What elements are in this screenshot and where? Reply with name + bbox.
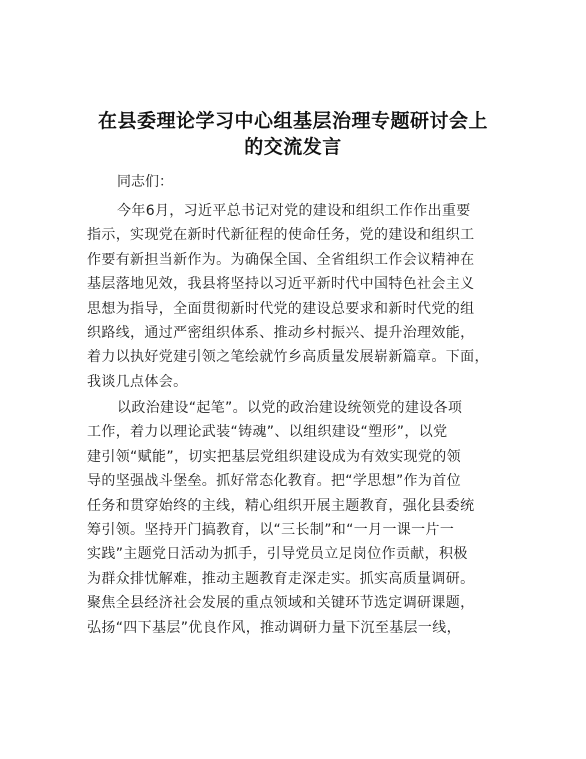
paragraph-line: 思想为指导，全面贯彻新时代党的建设总要求和新时代党的组 [87, 300, 475, 317]
paragraph-line: 任务和贯穿始终的主线，精心组织开展主题教育，强化县委统 [87, 497, 475, 514]
document-title-line-1: 在县委理论学习中心组基层治理专题研讨会上 [97, 110, 488, 132]
paragraph-line: 聚焦全县经济社会发展的重点领域和关键环节选定调研课题， [87, 595, 475, 612]
paragraph-line: 指示，实现党在新时代新征程的使命任务，党的建设和组织工 [87, 227, 475, 244]
paragraph-line: 着力以执好党建引领之笔绘就竹乡高质量发展崭新篇章。下面， [87, 349, 489, 366]
paragraph-line: 实践”主题党日活动为抓手，引导党员立足岗位作贡献，积极 [87, 546, 468, 563]
paragraph-line: 织路线，通过严密组织体系、推动乡村振兴、提升治理效能， [87, 324, 475, 341]
paragraph-line: 我谈几点体会。 [87, 373, 188, 390]
paragraph-line: 为群众排忧解难，推动主题教育走深走实。抓实高质量调研。 [87, 570, 475, 587]
paragraph-line: 今年6月，习近平总书记对党的建设和组织工作作出重要 [117, 203, 471, 219]
paragraph-line: 导的坚强战斗堡垒。抓好常态化教育。把“学思想”作为首位 [87, 473, 461, 490]
paragraph-line: 以政治建设“起笔”。以党的政治建设统领党的建设各项 [117, 400, 463, 416]
paragraph-line: 弘扬“四下基层”优良作风，推动调研力量下沉至基层一线， [87, 619, 461, 636]
salutation: 同志们： [117, 174, 173, 190]
document-title-line-2: 的交流发言 [244, 136, 342, 158]
paragraph-2 [87, 396, 499, 640]
paragraph-1 [87, 199, 499, 394]
paragraph-line: 作要有新担当新作为。为确保全国、全省组织工作会议精神在 [87, 251, 475, 268]
paragraph-line: 基层落地见效，我县将坚持以习近平新时代中国特色社会主义 [87, 276, 475, 293]
paragraph-line: 建引领“赋能”，切实把基层党组织建设成为有效实现党的领 [87, 448, 461, 465]
paragraph-line: 工作，着力以理论武装“铸魂”、以组织建设“塑形”，以党 [87, 424, 448, 441]
paragraph-line: 筹引领。坚持开门搞教育，以“三长制”和“一月一课一片一 [87, 521, 455, 538]
